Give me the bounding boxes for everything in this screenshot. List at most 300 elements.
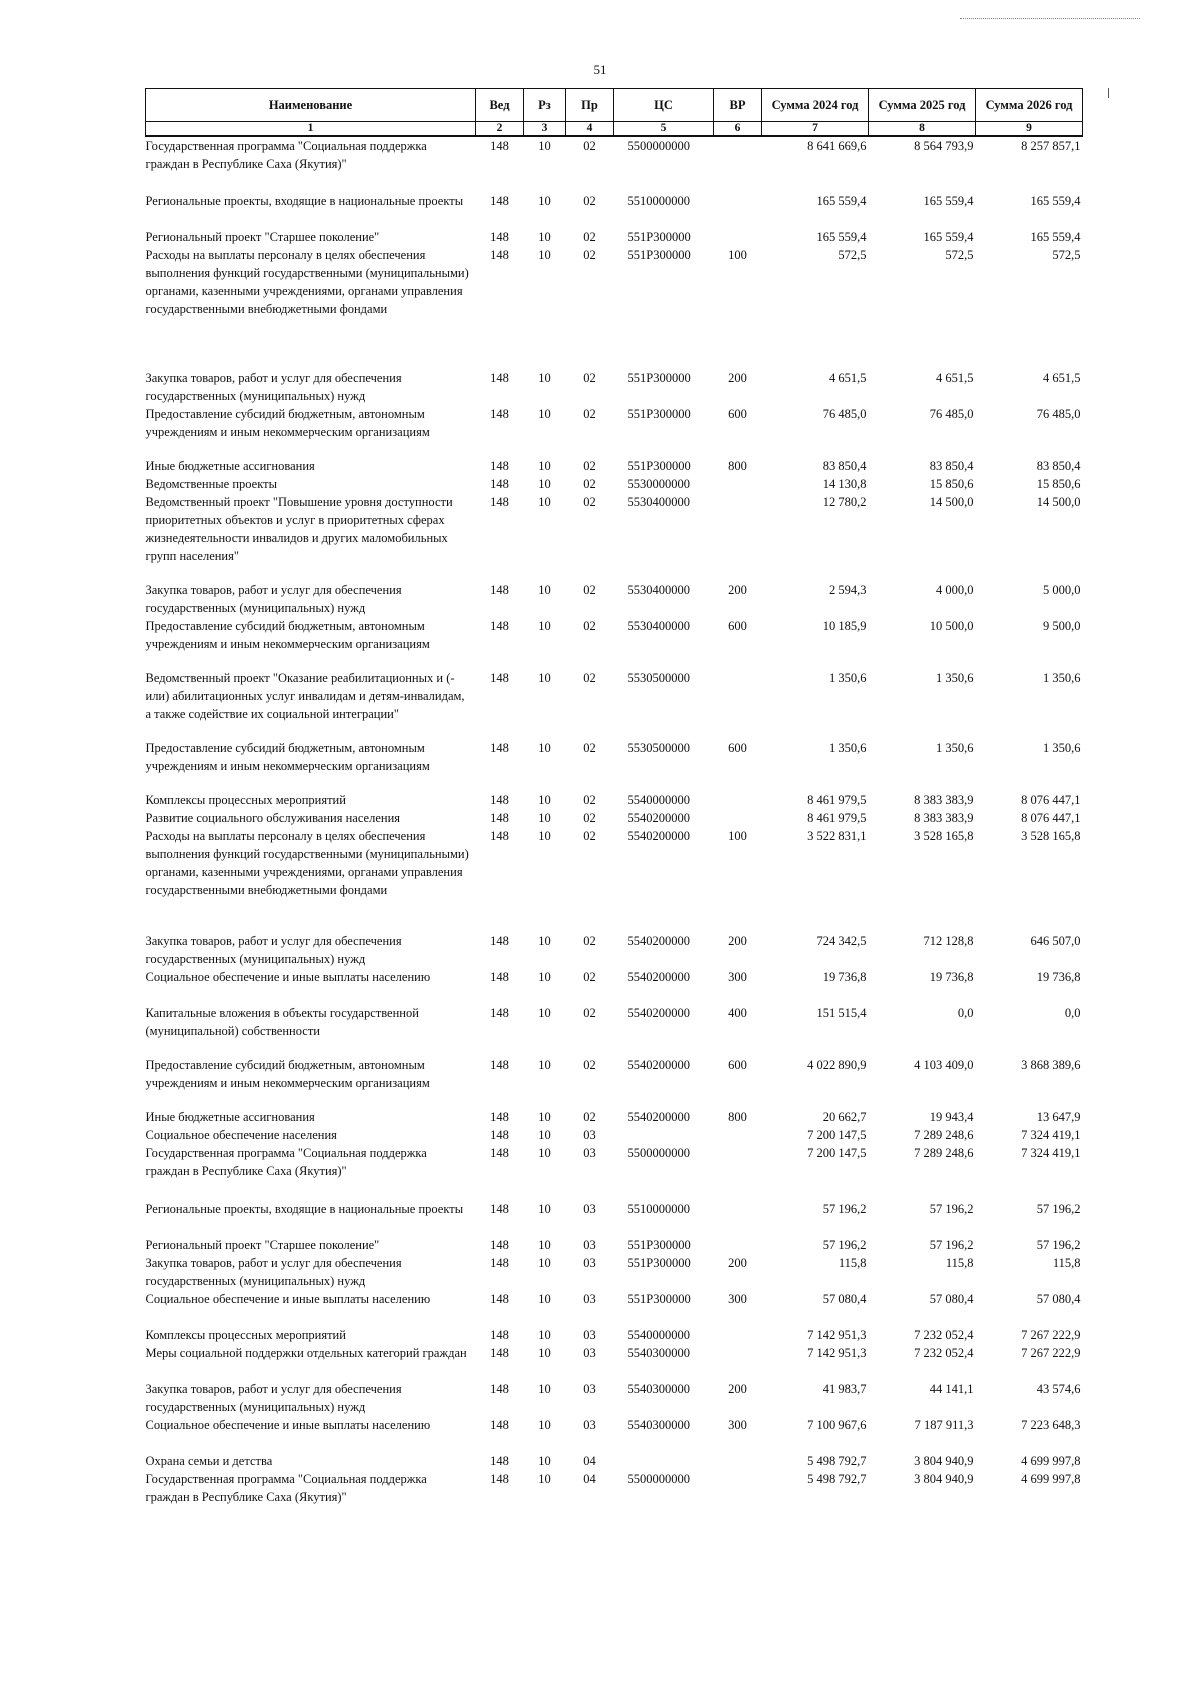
- cell-vr: 100: [728, 829, 747, 843]
- cell-name: Комплексы процессных мероприятий: [145, 1328, 346, 1342]
- table-row: [146, 1108, 1083, 1126]
- cell-vr: 300: [728, 1292, 747, 1306]
- cell-sum-2024: 1 350,6: [829, 741, 867, 755]
- cell-sum-2025: 83 850,4: [929, 459, 974, 473]
- cell-name: Закупка товаров, работ и услуг для обеспечения государственных (муниципальных) нужд: [145, 934, 402, 966]
- cell-pr: 02: [583, 583, 596, 597]
- cell-sum-2026: 7 223 648,3: [1021, 1418, 1081, 1432]
- cell-ved: 148: [490, 477, 509, 491]
- cell-sum-2026: 4 699 997,8: [1021, 1454, 1081, 1468]
- cell-cs: 551P300000: [627, 459, 691, 473]
- cell-ved: 148: [490, 1058, 509, 1072]
- cell-sum-2026: 76 485,0: [1036, 407, 1081, 421]
- cell-cs: 5540200000: [627, 934, 690, 948]
- cell-vr: 600: [728, 619, 747, 633]
- cell-cs: 5540200000: [627, 970, 690, 984]
- cell-sum-2024: 7 200 147,5: [807, 1128, 867, 1142]
- table-row: [146, 809, 1083, 827]
- cell-vr: [714, 669, 762, 739]
- cell-name: Государственная программа "Социальная поддержка граждан в Республике Саха (Якутия)": [145, 139, 427, 171]
- cell-rz: 10: [538, 583, 551, 597]
- cell-sum-2024: 572,5: [838, 248, 867, 262]
- column-number: 6: [714, 122, 762, 137]
- cell-rz: 10: [538, 248, 551, 262]
- cell-name: Региональные проекты, входящие в национальные проекты: [145, 194, 464, 208]
- header-vr: ВР: [714, 89, 762, 122]
- cell-sum-2025: 165 559,4: [923, 194, 974, 208]
- cell-sum-2024: 8 641 669,6: [807, 139, 867, 153]
- cell-rz: 10: [538, 1346, 551, 1360]
- cell-pr: 02: [583, 934, 596, 948]
- cell-vr: [714, 228, 762, 246]
- cell-ved: 148: [490, 1292, 509, 1306]
- cell-rz: 10: [538, 793, 551, 807]
- cell-sum-2024: 57 196,2: [822, 1238, 867, 1252]
- cell-ved: 148: [490, 1238, 509, 1252]
- cell-ved: 148: [490, 741, 509, 755]
- cell-name: Ведомственный проект "Оказание реабилитационных и (-или) абилитационных услуг инвалидам и детям-инвалидам, а также содействие их социальной интеграции": [145, 671, 465, 721]
- cell-sum-2024: 151 515,4: [816, 1006, 867, 1020]
- cell-vr: [714, 1126, 762, 1144]
- header-sum-2025: Сумма 2025 год: [869, 89, 976, 122]
- cell-sum-2024: 12 780,2: [822, 495, 867, 509]
- cell-name: Развитие социального обслуживания населения: [145, 811, 401, 825]
- cell-ved: 148: [490, 811, 509, 825]
- cell-name: Региональный проект "Старшее поколение": [145, 1238, 380, 1252]
- cell-sum-2026: 43 574,6: [1036, 1382, 1081, 1396]
- cell-sum-2024: 57 196,2: [822, 1202, 867, 1216]
- cell-cs: 551P300000: [627, 230, 691, 244]
- cell-sum-2026: 1 350,6: [1043, 741, 1081, 755]
- cell-pr: 02: [583, 1006, 596, 1020]
- table-row: [146, 1254, 1083, 1290]
- header-row: [146, 89, 1083, 122]
- cell-pr: 02: [583, 248, 596, 262]
- cell-ved: 148: [490, 1202, 509, 1216]
- budget-table: [145, 88, 1083, 1506]
- cell-sum-2025: 4 000,0: [936, 583, 974, 597]
- cell-sum-2025: 15 850,6: [929, 477, 974, 491]
- cell-cs: 5510000000: [627, 1202, 690, 1216]
- cell-ved: 148: [490, 934, 509, 948]
- cell-pr: 03: [583, 1418, 596, 1432]
- table-row: [146, 405, 1083, 457]
- cell-rz: 10: [538, 1058, 551, 1072]
- cell-sum-2026: 7 267 222,9: [1021, 1346, 1081, 1360]
- cell-pr: 02: [583, 741, 596, 755]
- cell-name: Социальное обеспечение населения: [145, 1128, 337, 1142]
- cell-sum-2026: 3 868 389,6: [1021, 1058, 1081, 1072]
- cell-sum-2024: 76 485,0: [822, 407, 867, 421]
- cell-vr: [714, 791, 762, 809]
- cell-ved: 148: [490, 619, 509, 633]
- table-row: [146, 669, 1083, 739]
- cell-vr: [714, 1200, 762, 1236]
- cell-sum-2024: 19 736,8: [822, 970, 867, 984]
- table-row: [146, 1416, 1083, 1452]
- cell-sum-2026: 83 850,4: [1036, 459, 1081, 473]
- table-row: [146, 369, 1083, 405]
- cell-rz: 10: [538, 1292, 551, 1306]
- cell-vr: 800: [728, 459, 747, 473]
- cell-sum-2025: 0,0: [957, 1006, 974, 1020]
- table-row: [146, 493, 1083, 581]
- cell-pr: 03: [583, 1146, 596, 1160]
- cell-sum-2026: 57 196,2: [1036, 1202, 1081, 1216]
- cell-sum-2025: 44 141,1: [929, 1382, 974, 1396]
- cell-sum-2024: 41 983,7: [822, 1382, 867, 1396]
- cell-rz: 10: [538, 934, 551, 948]
- cell-vr: 200: [728, 1256, 747, 1270]
- cell-cs: 5530400000: [627, 619, 690, 633]
- cell-vr: [714, 1344, 762, 1380]
- cell-sum-2025: 57 080,4: [929, 1292, 974, 1306]
- cell-rz: 10: [538, 139, 551, 153]
- header-sum-2026: Сумма 2026 год: [976, 89, 1083, 122]
- cell-ved: 148: [490, 1110, 509, 1124]
- cell-sum-2024: 7 142 951,3: [807, 1328, 867, 1342]
- cell-sum-2024: 8 461 979,5: [807, 793, 867, 807]
- cell-sum-2025: 7 289 248,6: [914, 1128, 974, 1142]
- cell-cs: 5540300000: [627, 1346, 690, 1360]
- cell-sum-2024: 10 185,9: [822, 619, 867, 633]
- cell-vr: [714, 475, 762, 493]
- cell-sum-2024: 3 522 831,1: [807, 829, 867, 843]
- cell-sum-2025: 7 232 052,4: [914, 1346, 974, 1360]
- cell-pr: 02: [583, 619, 596, 633]
- cell-cs: 551P300000: [627, 1292, 691, 1306]
- cell-sum-2025: 3 528 165,8: [914, 829, 974, 843]
- cell-name: Ведомственные проекты: [145, 477, 278, 491]
- cell-pr: 02: [583, 970, 596, 984]
- cell-sum-2025: 165 559,4: [923, 230, 974, 244]
- table-row: [146, 1380, 1083, 1416]
- cell-pr: 02: [583, 495, 596, 509]
- cell-pr: 02: [583, 1058, 596, 1072]
- cell-cs: 5540000000: [627, 1328, 690, 1342]
- cell-rz: 10: [538, 194, 551, 208]
- cell-ved: 148: [490, 1328, 509, 1342]
- cell-name: Капитальные вложения в объекты государственной (муниципальной) собственности: [145, 1006, 419, 1038]
- cell-cs: 551P300000: [627, 248, 691, 262]
- table-row: [146, 581, 1083, 617]
- cell-sum-2024: 1 350,6: [829, 671, 867, 685]
- cell-sum-2025: 1 350,6: [936, 671, 974, 685]
- table-body: [146, 136, 1083, 1506]
- cell-sum-2025: 76 485,0: [929, 407, 974, 421]
- cell-sum-2025: 57 196,2: [929, 1238, 974, 1252]
- cell-cs: 5540200000: [627, 811, 690, 825]
- cell-rz: 10: [538, 1454, 551, 1468]
- cell-sum-2026: 19 736,8: [1036, 970, 1081, 984]
- cell-sum-2026: 3 528 165,8: [1021, 829, 1081, 843]
- cell-name: Закупка товаров, работ и услуг для обеспечения государственных (муниципальных) нужд: [145, 1382, 402, 1414]
- cell-rz: 10: [538, 1110, 551, 1124]
- cell-name: Закупка товаров, работ и услуг для обеспечения государственных (муниципальных) нужд: [145, 371, 402, 403]
- cell-cs: 551P300000: [627, 1256, 691, 1270]
- cell-rz: 10: [538, 1382, 551, 1396]
- table-row: [146, 1200, 1083, 1236]
- cell-vr: 600: [728, 741, 747, 755]
- cell-sum-2026: 9 500,0: [1043, 619, 1081, 633]
- cell-sum-2025: 7 289 248,6: [914, 1146, 974, 1160]
- cell-sum-2025: 3 804 940,9: [914, 1454, 974, 1468]
- cell-sum-2026: 7 324 419,1: [1021, 1146, 1081, 1160]
- cell-rz: 10: [538, 1328, 551, 1342]
- cell-pr: 02: [583, 371, 596, 385]
- table-row: [146, 1470, 1083, 1506]
- cell-sum-2025: 19 736,8: [929, 970, 974, 984]
- cell-sum-2026: 7 324 419,1: [1021, 1128, 1081, 1142]
- table-row: [146, 475, 1083, 493]
- cell-cs: 5540200000: [627, 1110, 690, 1124]
- cell-rz: 10: [538, 1006, 551, 1020]
- cell-vr: 300: [728, 970, 747, 984]
- cell-sum-2026: 0,0: [1064, 1006, 1081, 1020]
- cell-sum-2026: 4 699 997,8: [1021, 1472, 1081, 1486]
- cell-ved: 148: [490, 793, 509, 807]
- cell-cs: 5540000000: [627, 793, 690, 807]
- cell-ved: 148: [490, 970, 509, 984]
- cell-sum-2026: 4 651,5: [1043, 371, 1081, 385]
- cell-cs: 5530400000: [627, 495, 690, 509]
- cell-pr: 04: [583, 1472, 596, 1486]
- cell-ved: 148: [490, 1006, 509, 1020]
- table-row: [146, 1144, 1083, 1200]
- cell-name: Социальное обеспечение и иные выплаты населению: [145, 1418, 431, 1432]
- cell-ved: 148: [490, 583, 509, 597]
- cell-cs: 5540200000: [627, 829, 690, 843]
- cell-ved: 148: [490, 1454, 509, 1468]
- header-ved: Вед: [476, 89, 524, 122]
- cell-pr: 03: [583, 1256, 596, 1270]
- cell-name: Расходы на выплаты персоналу в целях обеспечения выполнения функций государственными (муниципальными) органами, казенными учреждениями, органами управления государственными внебюджетными фондами: [145, 248, 469, 316]
- column-number: 2: [476, 122, 524, 137]
- cell-cs: 5540300000: [627, 1418, 690, 1432]
- cell-ved: 148: [490, 459, 509, 473]
- cell-cs: 5530400000: [627, 583, 690, 597]
- cell-sum-2025: 8 383 383,9: [914, 811, 974, 825]
- cell-vr: [714, 1236, 762, 1254]
- cell-name: Охрана семьи и детства: [145, 1454, 273, 1468]
- cell-pr: 03: [583, 1382, 596, 1396]
- cell-name: Иные бюджетные ассигнования: [145, 459, 315, 473]
- cell-vr: [714, 493, 762, 581]
- cell-sum-2024: 57 080,4: [822, 1292, 867, 1306]
- cell-name: Закупка товаров, работ и услуг для обеспечения государственных (муниципальных) нужд: [145, 1256, 402, 1288]
- cell-pr: 03: [583, 1346, 596, 1360]
- cell-ved: 148: [490, 1146, 509, 1160]
- cell-sum-2024: 14 130,8: [822, 477, 867, 491]
- cell-sum-2025: 8 564 793,9: [914, 139, 974, 153]
- header-pr: Пр: [566, 89, 614, 122]
- cell-name: Региональные проекты, входящие в национальные проекты: [145, 1202, 464, 1216]
- cell-sum-2026: 8 076 447,1: [1021, 811, 1081, 825]
- cell-rz: 10: [538, 1256, 551, 1270]
- cell-sum-2025: 4 103 409,0: [914, 1058, 974, 1072]
- table-row: [146, 1056, 1083, 1108]
- cell-ved: 148: [490, 407, 509, 421]
- cell-sum-2026: 15 850,6: [1036, 477, 1081, 491]
- table-row: [146, 968, 1083, 1004]
- cell-sum-2024: 7 100 967,6: [807, 1418, 867, 1432]
- cell-rz: 10: [538, 1418, 551, 1432]
- cell-ved: 148: [490, 1382, 509, 1396]
- cell-rz: 10: [538, 477, 551, 491]
- cell-rz: 10: [538, 1238, 551, 1252]
- cell-vr: 100: [728, 248, 747, 262]
- scan-artifact: [1108, 88, 1109, 98]
- cell-sum-2024: 724 342,5: [816, 934, 867, 948]
- cell-cs: 551P300000: [627, 371, 691, 385]
- cell-vr: 400: [728, 1006, 747, 1020]
- cell-sum-2026: 115,8: [1052, 1256, 1081, 1270]
- table-row: [146, 1326, 1083, 1344]
- cell-sum-2024: 8 461 979,5: [807, 811, 867, 825]
- cell-sum-2025: 8 383 383,9: [914, 793, 974, 807]
- cell-pr: 02: [583, 671, 596, 685]
- cell-pr: 02: [583, 829, 596, 843]
- cell-ved: 148: [490, 248, 509, 262]
- cell-sum-2026: 572,5: [1052, 248, 1081, 262]
- column-number: 8: [869, 122, 976, 137]
- cell-sum-2025: 4 651,5: [936, 371, 974, 385]
- header-cs: ЦС: [614, 89, 714, 122]
- cell-name: Закупка товаров, работ и услуг для обеспечения государственных (муниципальных) нужд: [145, 583, 402, 615]
- cell-pr: 03: [583, 1292, 596, 1306]
- cell-pr: 02: [583, 793, 596, 807]
- cell-sum-2024: 7 142 951,3: [807, 1346, 867, 1360]
- cell-ved: 148: [490, 1418, 509, 1432]
- column-number-row: [146, 122, 1083, 137]
- cell-sum-2025: 14 500,0: [929, 495, 974, 509]
- cell-vr: [714, 1470, 762, 1506]
- cell-sum-2024: 4 022 890,9: [807, 1058, 867, 1072]
- column-number: 9: [976, 122, 1083, 137]
- cell-pr: 02: [583, 230, 596, 244]
- cell-cs: 5500000000: [627, 1472, 690, 1486]
- cell-name: Предоставление субсидий бюджетным, автономным учреждениям и иным некоммерческим организациям: [145, 619, 430, 651]
- column-number: 5: [614, 122, 714, 137]
- cell-rz: 10: [538, 1146, 551, 1160]
- cell-vr: [714, 1326, 762, 1344]
- cell-pr: 02: [583, 139, 596, 153]
- cell-name: Социальное обеспечение и иные выплаты населению: [145, 1292, 431, 1306]
- cell-cs: [614, 1126, 714, 1144]
- cell-name: Расходы на выплаты персоналу в целях обеспечения выполнения функций государственными (муниципальными) органами, казенными учреждениями, органами управления государственными внебюджетными фондами: [145, 829, 469, 897]
- cell-cs: [614, 1452, 714, 1470]
- cell-rz: 10: [538, 741, 551, 755]
- cell-vr: 600: [728, 407, 747, 421]
- cell-sum-2024: 2 594,3: [829, 583, 867, 597]
- cell-pr: 02: [583, 811, 596, 825]
- cell-pr: 02: [583, 459, 596, 473]
- cell-pr: 03: [583, 1328, 596, 1342]
- cell-sum-2026: 13 647,9: [1036, 1110, 1081, 1124]
- cell-name: Комплексы процессных мероприятий: [145, 793, 346, 807]
- cell-sum-2026: 7 267 222,9: [1021, 1328, 1081, 1342]
- cell-cs: 5540200000: [627, 1006, 690, 1020]
- cell-cs: 5500000000: [627, 1146, 690, 1160]
- cell-sum-2025: 7 232 052,4: [914, 1328, 974, 1342]
- column-number: 1: [146, 122, 476, 137]
- cell-vr: 800: [728, 1110, 747, 1124]
- cell-sum-2026: 14 500,0: [1036, 495, 1081, 509]
- cell-name: Государственная программа "Социальная поддержка граждан в Республике Саха (Якутия)": [145, 1146, 427, 1178]
- cell-vr: 200: [728, 934, 747, 948]
- table-row: [146, 1236, 1083, 1254]
- cell-ved: 148: [490, 230, 509, 244]
- table-row: [146, 1004, 1083, 1056]
- cell-vr: 600: [728, 1058, 747, 1072]
- cell-cs: 5540300000: [627, 1382, 690, 1396]
- cell-sum-2024: 5 498 792,7: [807, 1454, 867, 1468]
- cell-name: Предоставление субсидий бюджетным, автономным учреждениям и иным некоммерческим организациям: [145, 1058, 430, 1090]
- cell-sum-2026: 1 350,6: [1043, 671, 1081, 685]
- cell-ved: 148: [490, 371, 509, 385]
- cell-vr: 200: [728, 1382, 747, 1396]
- cell-pr: 02: [583, 194, 596, 208]
- cell-ved: 148: [490, 139, 509, 153]
- table-row: [146, 827, 1083, 932]
- header-name: Наименование: [146, 89, 476, 122]
- cell-cs: 551P300000: [627, 407, 691, 421]
- table-row: [146, 617, 1083, 669]
- cell-sum-2024: 165 559,4: [816, 230, 867, 244]
- cell-ved: 148: [490, 671, 509, 685]
- cell-vr: [714, 1144, 762, 1200]
- cell-sum-2024: 83 850,4: [822, 459, 867, 473]
- cell-cs: 5500000000: [627, 139, 690, 153]
- cell-rz: 10: [538, 495, 551, 509]
- cell-pr: 02: [583, 477, 596, 491]
- cell-vr: [714, 809, 762, 827]
- cell-ved: 148: [490, 1256, 509, 1270]
- cell-ved: 148: [490, 1472, 509, 1486]
- table-row: [146, 739, 1083, 791]
- table-row: [146, 1344, 1083, 1380]
- cell-rz: 10: [538, 230, 551, 244]
- cell-sum-2026: 5 000,0: [1043, 583, 1081, 597]
- cell-vr: [714, 1452, 762, 1470]
- cell-rz: 10: [538, 1472, 551, 1486]
- table-row: [146, 136, 1083, 192]
- cell-name: Предоставление субсидий бюджетным, автономным учреждениям и иным некоммерческим организациям: [145, 407, 430, 439]
- cell-rz: 10: [538, 811, 551, 825]
- cell-name: Предоставление субсидий бюджетным, автономным учреждениям и иным некоммерческим организациям: [145, 741, 430, 773]
- cell-sum-2026: 165 559,4: [1030, 230, 1081, 244]
- cell-rz: 10: [538, 1202, 551, 1216]
- cell-sum-2025: 7 187 911,3: [914, 1418, 974, 1432]
- cell-cs: 5530500000: [627, 741, 690, 755]
- cell-sum-2025: 10 500,0: [929, 619, 974, 633]
- table-row: [146, 1290, 1083, 1326]
- cell-pr: 04: [583, 1454, 596, 1468]
- cell-vr: [714, 192, 762, 228]
- cell-sum-2026: 8 257 857,1: [1021, 139, 1081, 153]
- column-number: 7: [762, 122, 869, 137]
- table-row: [146, 228, 1083, 246]
- cell-sum-2025: 1 350,6: [936, 741, 974, 755]
- cell-sum-2025: 712 128,8: [923, 934, 974, 948]
- cell-ved: 148: [490, 1128, 509, 1142]
- cell-cs: 5530000000: [627, 477, 690, 491]
- cell-pr: 03: [583, 1202, 596, 1216]
- scan-artifact: [960, 18, 1140, 22]
- cell-sum-2024: 165 559,4: [816, 194, 867, 208]
- table-row: [146, 457, 1083, 475]
- cell-pr: 02: [583, 407, 596, 421]
